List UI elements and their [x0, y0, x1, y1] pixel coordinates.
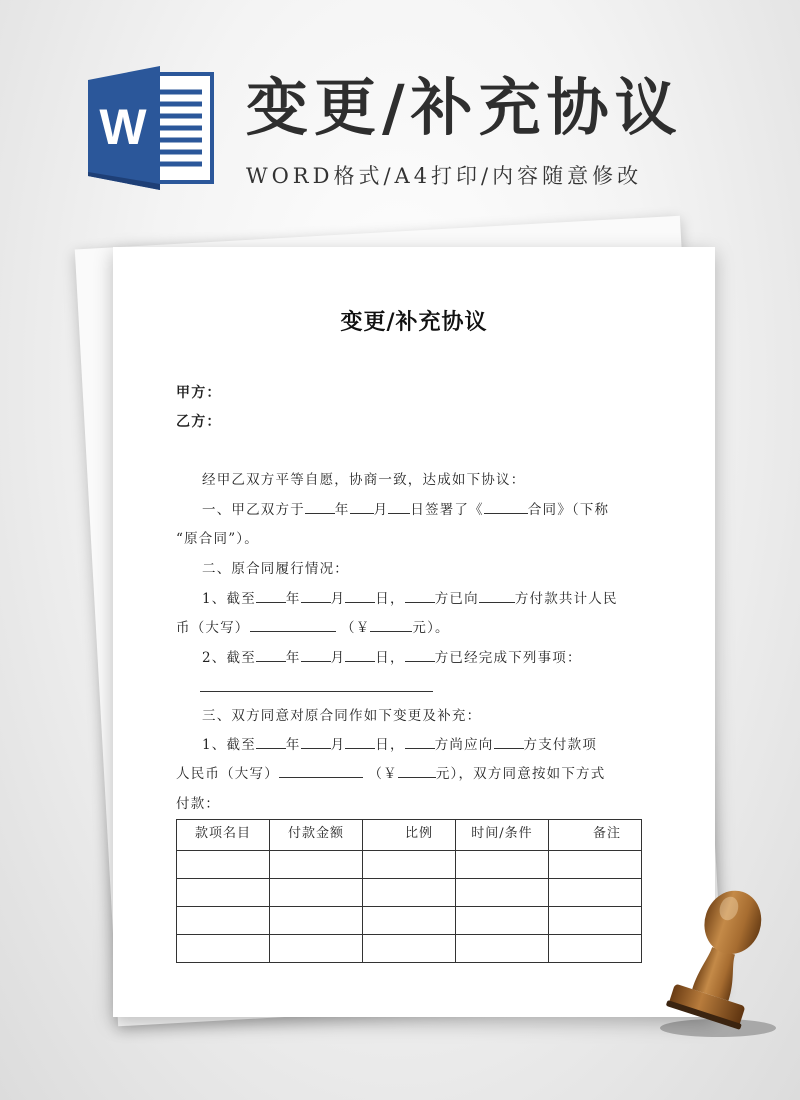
- banner-subtitle: WORD格式/A4打印/内容随意修改: [246, 164, 643, 188]
- intro-paragraph: 经甲乙双方平等自愿，协商一致，达成如下协议：: [202, 472, 526, 488]
- table-row: [177, 879, 642, 907]
- clause-3-item-1-continuation: 人民币（大写） （￥ 元），双方同意按如下方式: [176, 766, 606, 782]
- party-a-label: 甲方：: [176, 385, 222, 401]
- completed-items-blank-line: [200, 691, 433, 692]
- clause-3-item-1: 1、截至 年 月 日， 方尚应向 方支付款项: [202, 737, 598, 753]
- table-header-cell: 时间/条件: [456, 820, 549, 851]
- svg-text:W: W: [99, 99, 147, 155]
- clause-1-continuation: “原合同”）。: [176, 531, 259, 547]
- table-header-cell: 备注: [549, 820, 642, 851]
- table-row: [177, 907, 642, 935]
- clause-2-item-1-continuation: 币（大写） （￥ 元）。: [176, 620, 450, 636]
- document-page: [113, 247, 715, 1017]
- clause-1-line: 一、甲乙双方于 年 月 日签署了《 合同》（下称: [202, 502, 610, 518]
- payment-table: [176, 819, 642, 963]
- word-logo-icon: [88, 66, 216, 190]
- table-row: [177, 851, 642, 879]
- table-row: [177, 935, 642, 963]
- clause-3-item-1-continuation-2: 付款：: [176, 796, 221, 812]
- wooden-stamp-icon: [650, 878, 780, 1038]
- table-header-row: [177, 820, 642, 851]
- clause-2-heading: 二、原合同履行情况：: [202, 561, 349, 577]
- banner-title: 变更/补充协议: [246, 71, 683, 144]
- table-header-cell: 款项名目: [177, 820, 270, 851]
- clause-3-heading: 三、双方同意对原合同作如下变更及补充：: [202, 708, 482, 724]
- clause-2-item-2: 2、截至 年 月 日， 方已经完成下列事项：: [202, 650, 582, 666]
- document-title: 变更/补充协议: [340, 309, 488, 335]
- table-header-cell: 付款金额: [270, 820, 363, 851]
- party-b-label: 乙方：: [176, 414, 222, 430]
- table-header-cell: 比例: [363, 820, 456, 851]
- clause-2-item-1: 1、截至 年 月 日， 方已向 方付款共计人民: [202, 591, 618, 607]
